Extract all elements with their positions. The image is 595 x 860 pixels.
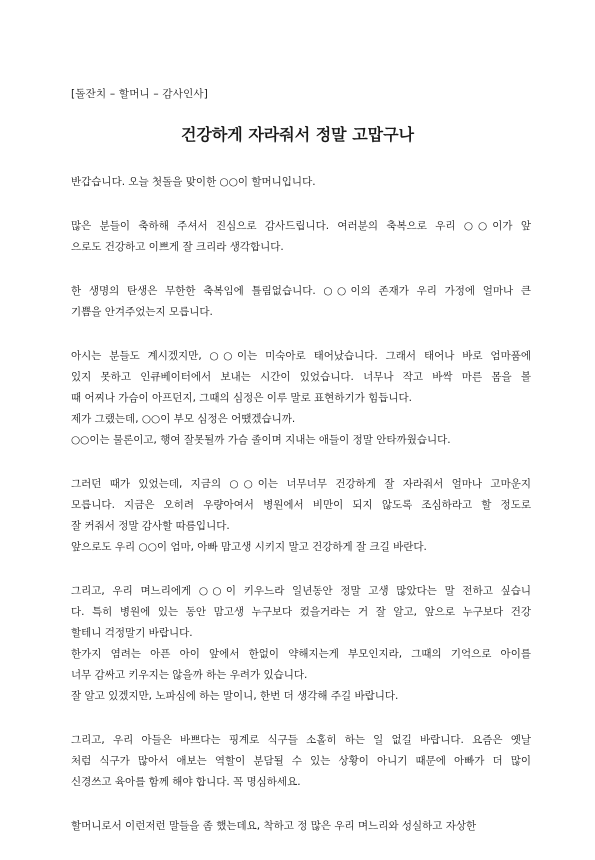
text-line: 다. 특히 병원에 있는 동안 맘고생 누구보다 컸을거라는 거 잘 알고, 앞으로 누구보다 건강 <box>71 606 531 618</box>
text-line: 제가 그랬는데, ○○이 부모 심정은 어땠겠습니까. <box>71 413 296 425</box>
document-tag: [돌잔치 – 할머니 – 감사인사] <box>71 88 209 100</box>
paragraph <box>71 346 531 451</box>
paragraph <box>71 581 531 707</box>
text-line: 그러던 때가 있었는데, 지금의 ○○이는 너무너무 건강하게 잘 자라줘서 얼마나 고마운지 <box>71 478 531 490</box>
text-line: 신경쓰고 육아를 함께 해야 합니다. 꼭 명심하세요. <box>71 776 301 788</box>
text-line: 그리고, 우리 아들은 바쁘다는 핑계로 식구들 소홀히 하는 일 없길 바랍니다. 요즘은 옛날 <box>71 734 531 746</box>
text-line: 잘 커줘서 정말 감사할 따름입니다. <box>71 520 230 532</box>
paragraph <box>71 281 531 323</box>
paragraph <box>71 172 531 193</box>
text-line: 모릅니다. 지금은 오히려 우량아여서 병원에서 비만이 되지 않도록 조심하라고 할 정도로 <box>71 499 531 511</box>
text-line: 때 어찌나 가슴이 아프던지, 그때의 심정은 이루 말로 표현하기가 힘듭니다. <box>71 392 413 404</box>
paragraph <box>71 730 531 793</box>
text-line: 한 생명의 탄생은 무한한 축복임에 틀림없습니다. ○○이의 존재가 우리 가정에 얼마나 큰 <box>71 285 531 297</box>
paragraph <box>71 474 531 558</box>
text-line: 앞으로도 우리 ○○이 엄마, 아빠 맘고생 시키지 말고 건강하게 잘 크길 바란다. <box>71 541 427 553</box>
page-title: 건강하게 자라줘서 정말 고맙구나 <box>180 125 415 144</box>
text-line: 있지 못하고 인큐베이터에서 보내는 시간이 있었습니다. 너무나 작고 바싹 마른 몸을 볼 <box>71 371 531 383</box>
text-line: 한가지 염려는 아픈 아이 앞에서 한없이 약해지는게 부모인지라, 그때의 기억으로 아이를 <box>71 648 531 660</box>
paragraph <box>71 816 531 837</box>
text-line: 할테니 걱정말기 바랍니다. <box>71 627 193 639</box>
text-line: 많은 분들이 축하해 주셔서 진심으로 감사드립니다. 여러분의 축복으로 우리 ○○이가 앞 <box>71 220 531 232</box>
text-line: 아시는 분들도 계시겠지만, ○○이는 미숙아로 태어났습니다. 그래서 태어나 바로 엄마품에 <box>71 350 531 362</box>
text-line: 으로도 건강하고 이쁘게 잘 크리라 생각합니다. <box>71 241 284 253</box>
text-line: 처럼 식구가 많아서 애보는 역할이 분담될 수 있는 상황이 아니기 때문에 아빠가 더 많이 <box>71 755 531 767</box>
text-line: 그리고, 우리 며느리에게 ○○이 키우느라 일년동안 정말 고생 많았다는 말 전하고 싶습니 <box>71 585 531 597</box>
text-line: ○○이는 물론이고, 행여 잘못될까 가슴 졸이며 지내는 애들이 정말 안타까웠습니다. <box>71 434 451 446</box>
text-line: 기쁨을 안겨주었는지 모릅니다. <box>71 306 213 318</box>
text-line: 너무 감싸고 키우지는 않을까 하는 우려가 있습니다. <box>71 669 308 681</box>
paragraph <box>71 216 531 258</box>
text-line: 반갑습니다. 오늘 첫돌을 맞이한 ○○이 할머니입니다. <box>71 176 316 188</box>
document-body <box>71 172 531 860</box>
text-line: 할머니로서 이런저런 말들을 좀 했는데요, 착하고 정 많은 우리 며느리와 성실하고 자상한 <box>71 820 477 832</box>
text-line: 잘 알고 있겠지만, 노파심에 하는 말이니, 한번 더 생각해 주길 바랍니다. <box>71 690 399 702</box>
